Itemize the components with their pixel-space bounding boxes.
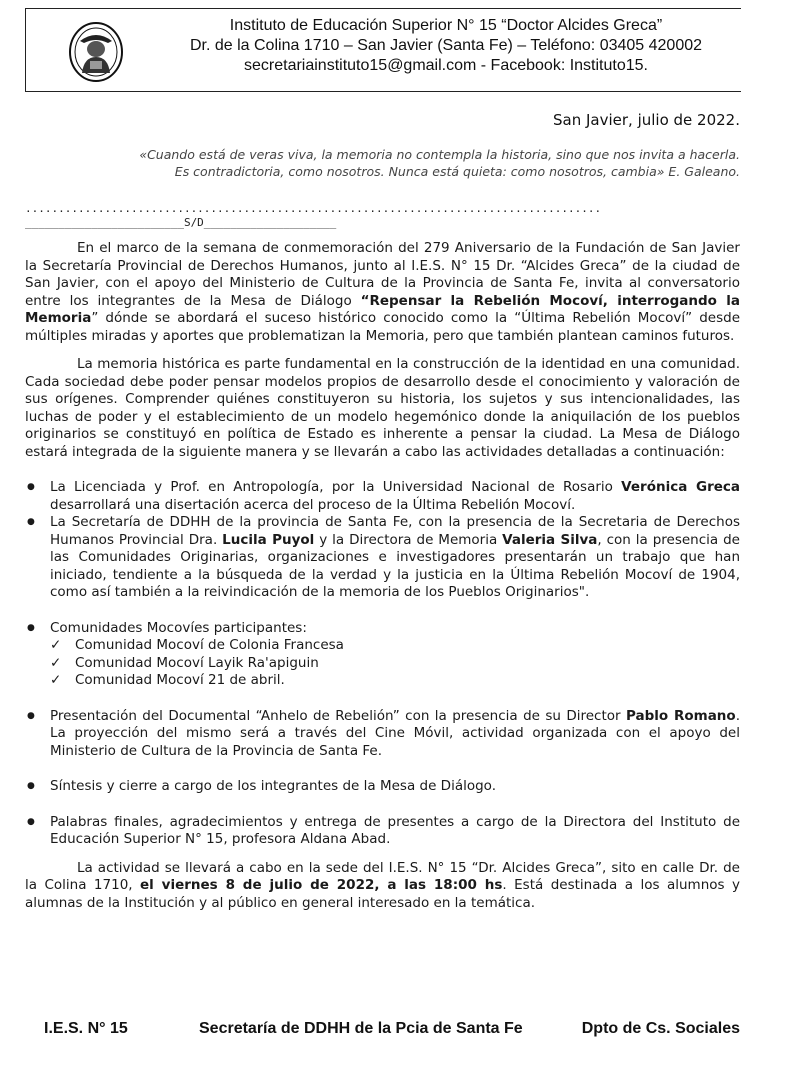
intro-paragraph	[25, 240, 740, 345]
communities-checklist	[25, 637, 740, 690]
event-date-time: el viernes 8 de julio de 2022, a las 18:00 hs	[140, 877, 503, 893]
epigraph-quote	[100, 146, 740, 180]
communities-list	[25, 620, 740, 638]
memory-paragraph: La memoria histórica es parte fundamental en la construcción de la identidad en una comunidad. Cada sociedad debe poder pensar modelos propios de desarrollo desde el conocimiento y valoración de sus orígenes. Comprender quiénes constituyeron su historia, los sujetos y sus intencionalidades, las luchas de poder y el establecimiento de un modelo hegemónico donde la aniquilación de los pueblos originarios se constituyó en política de Estado es inherente a pensar la ciudad. La Mesa de Diálogo estará integrada de la siguiente manera y se llevarán a cabo las actividades detalladas a continuación:	[25, 356, 740, 460]
closing-text-1: La actividad se llevará a cabo en la sede del I.E.S. N° 15 “Dr. Alcides Greca”, sito en calle Dr. de la Colina 1710,	[25, 859, 740, 893]
community-item: ✓ Comunidad Mocoví Layik Ra'apiguin	[50, 655, 740, 673]
closing-words-list	[25, 814, 740, 849]
item-text: y la Directora de Memoria	[314, 531, 503, 548]
addressee-dotted-line: .......................................................................................	[25, 202, 602, 215]
communities-title: Comunidades Mocovíes participantes:	[50, 619, 307, 636]
community-item: ✓ Comunidad Mocoví de Colonia Francesa	[50, 637, 740, 655]
speaker-name: Valeria Silva	[502, 531, 598, 548]
speaker-name: Verónica Greca	[621, 479, 740, 495]
document-date: San Javier, julio de 2022.	[553, 111, 740, 129]
intro-text-2: ” dónde se abordará el suceso histórico conocido como la “Última Rebelión Mocoví” desde múltiples miradas y aportes que problematizan la Memoria, pero que también plantean caminos futuros.	[25, 310, 740, 344]
addressee-block	[25, 202, 601, 230]
addressee-sd-line: ________________________S/D____________________	[25, 216, 337, 229]
quote-line-1: «Cuando está de veras viva, la memoria no contempla la historia, sino que nos invita a hacerla.	[139, 147, 740, 162]
documentary-list	[25, 708, 740, 761]
footer-secretariat: Secretaría de DDHH de la Pcia de Santa Fe	[199, 1020, 523, 1037]
speaker-name: Lucila Puyol	[222, 531, 315, 548]
list-item	[25, 479, 740, 514]
list-item	[25, 620, 740, 638]
list-item	[25, 708, 740, 761]
institute-logo-icon	[68, 21, 124, 83]
quote-line-2: Es contradictoria, como nosotros. Nunca está quieta: como nosotros, cambia» E. Galeano.	[174, 164, 740, 179]
item-text: . La proyección del mismo será a través del Cine Móvil, actividad organizada con el apoyo del Ministerio de Cultura de la Provincia de Santa Fe.	[50, 707, 740, 759]
list-item: ● Palabras finales, agradecimientos y entrega de presentes a cargo de la Directora del Instituto de Educación Superior N° 15, profesora Aldana Abad.	[25, 814, 740, 849]
director-name: Pablo Romano	[625, 707, 736, 724]
list-item: ● Síntesis y cierre a cargo de los integrantes de la Mesa de Diálogo.	[25, 778, 740, 796]
event-title: “Repensar la Rebelión Mocoví, interrogando la Memoria	[25, 292, 740, 326]
letter-body	[25, 240, 740, 912]
item-text: La Secretaría de DDHH de la provincia de Santa Fe, con la presencia de la Secretaria de Derechos Humanos Provincial Dra.	[50, 514, 740, 548]
item-text: Presentación del Documental “Anhelo de Rebelión” con la presencia de su Director	[50, 707, 626, 724]
closing-paragraph	[25, 860, 740, 913]
activities-list	[25, 479, 740, 602]
institute-name: Instituto de Educación Superior N° 15 “Doctor Alcides Greca”	[229, 17, 663, 34]
intro-text-1: En el marco de la semana de conmemoración del 279 Aniversario de la Fundación de San Javier la Secretaría Provincial de Derechos Humanos, junto al I.E.S. N° 15 Dr. “Alcides Greca” de la ciudad de San Javier, con el apoyo del Ministerio de Cultura de la Provincia de Santa Fe, invita al conversatorio entre los integrantes de la Mesa de Diálogo	[25, 240, 740, 309]
item-text: , con la presencia de las Comunidades Originarias, organizaciones e investigadores presentarán un trabajo que han iniciado, tendiente a la búsqueda de la verdad y la justicia en la Última Rebelión Mocoví de 1904, como así también a la reivindicación de la memoria de los Pueblos Originarios".	[50, 531, 740, 600]
list-item	[25, 514, 740, 602]
item-text: desarrollará una disertación acerca del proceso de la Última Rebelión Mocoví.	[50, 496, 576, 513]
closing-text-2: . Está destinada a los alumnos y alumnas de la Institución y al público en general interesado en la temática.	[25, 877, 740, 911]
footer-department: Dpto de Cs. Sociales	[581, 1020, 740, 1037]
community-item: ✓ Comunidad Mocoví 21 de abril.	[50, 672, 740, 690]
institute-address: Dr. de la Colina 1710 – San Javier (Santa Fe) – Teléfono: 03405 420002	[189, 37, 703, 54]
item-text: La Licenciada y Prof. en Antropología, por la Universidad Nacional de Rosario	[50, 479, 622, 495]
letterhead-text	[166, 16, 726, 76]
institute-contact: secretariainstituto15@gmail.com - Facebook: Instituto15.	[244, 57, 648, 74]
synthesis-list	[25, 778, 740, 796]
footer-institute: I.E.S. N° 15	[44, 1020, 128, 1037]
letterhead	[25, 8, 741, 92]
